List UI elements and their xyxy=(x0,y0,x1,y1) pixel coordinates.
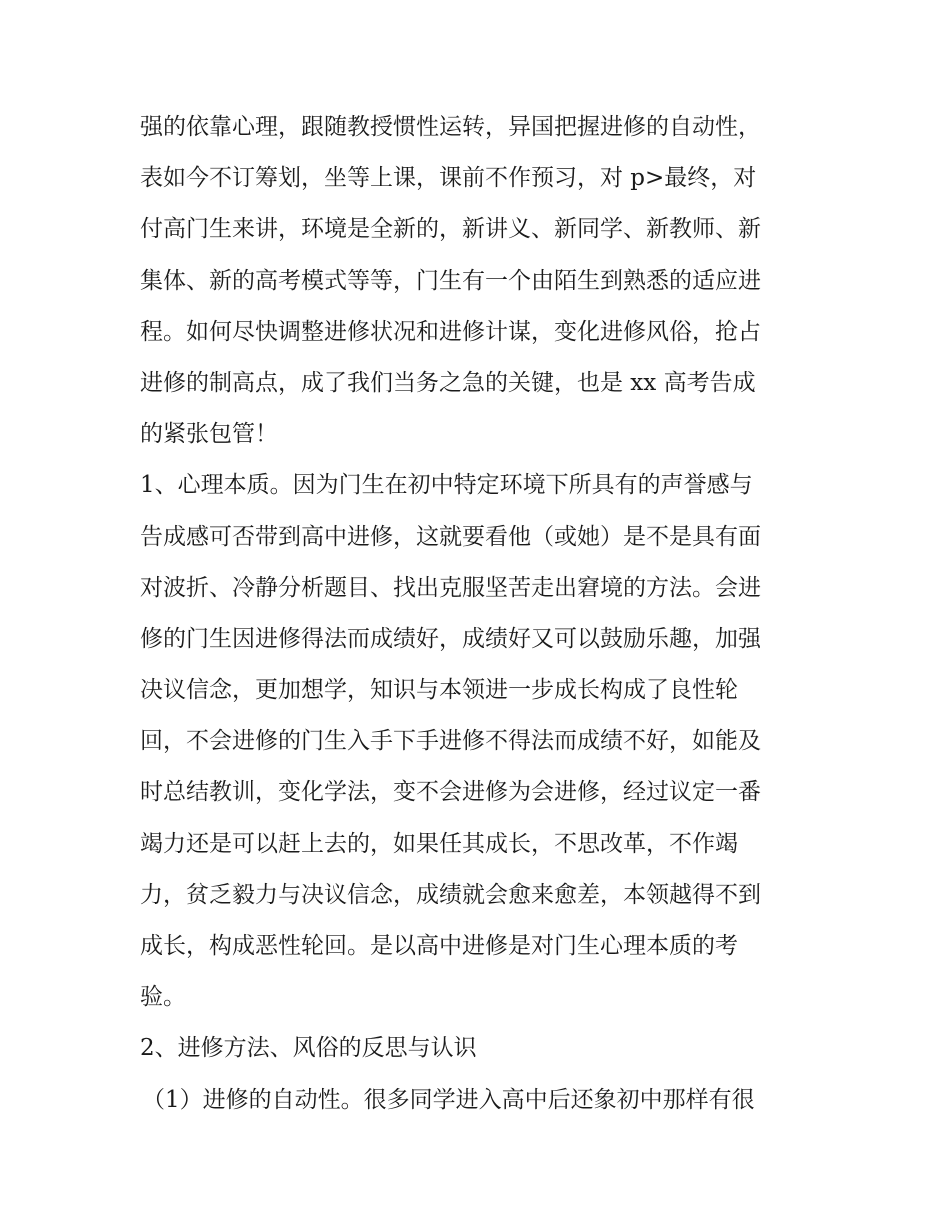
text-line: 告成感可否带到高中进修，这就要看他（或她）是不是具有面 xyxy=(140,523,761,550)
text-line: 力，贫乏毅力与决议信念，成绩就会愈来愈差，本领越得不到 xyxy=(140,881,761,908)
text-line: 时总结教训，变化学法，变不会进修为会进修，经过议定一番 xyxy=(140,779,761,806)
text-line: 表如今不订筹划，坐等上课，课前不作预习，对 p>最终，对 xyxy=(140,165,757,192)
section-heading-2: 2、进修方法、风俗的反思与认识 xyxy=(140,1035,477,1062)
text-line: 付高门生来讲，环境是全新的，新讲义、新同学、新教师、新 xyxy=(140,216,761,243)
section-heading-1: 1、心理本质。因为门生在初中特定环境下所具有的声誉感与 xyxy=(140,472,753,499)
text-line: 修的门生因进修得法而成绩好，成绩好又可以鼓励乐趣，加强 xyxy=(140,625,761,652)
text-line: 进修的制高点，成了我们当务之急的关键，也是 xx 高考告成 xyxy=(140,369,756,396)
text-line: 回，不会进修的门生入手下手进修不得法而成绩不好，如能及 xyxy=(140,728,761,755)
text-line: 强的依靠心理，跟随教授惯性运转，异国把握进修的自动性， xyxy=(140,114,761,140)
text-line: 的紧张包管！ xyxy=(140,421,278,448)
text-line: 成长，构成恶性轮回。是以高中进修是对门生心理本质的考 xyxy=(140,933,738,959)
text-line: 集体、新的高考模式等等，门生有一个由陌生到熟悉的适应进 xyxy=(140,267,761,294)
text-line: 决议信念，更加想学，知识与本领进一步成长构成了良性轮 xyxy=(140,677,738,704)
text-line: 验。 xyxy=(140,984,186,1011)
text-line: 竭力还是可以赶上去的，如果任其成长，不思改革，不作竭 xyxy=(140,830,738,857)
text-line: 程。如何尽快调整进修状况和进修计谋，变化进修风俗，抢占 xyxy=(140,318,761,345)
body-text xyxy=(140,102,820,1126)
subsection-line: （1）进修的自动性。很多同学进入高中后还象初中那样有很 xyxy=(142,1086,755,1113)
text-line: 对波折、冷静分析题目、找出克服坚苦走出窘境的方法。会进 xyxy=(140,574,761,601)
